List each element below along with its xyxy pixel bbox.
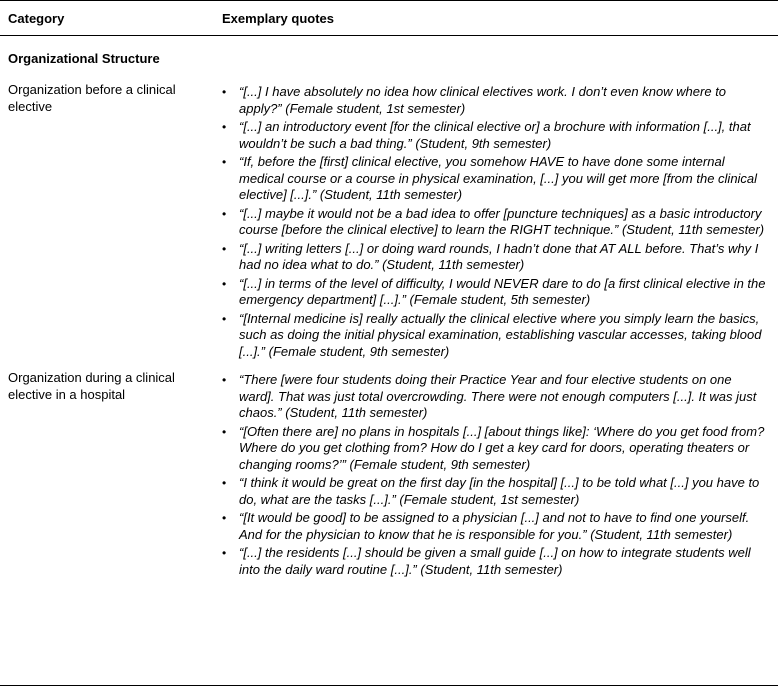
quote-item: • “[It would be good] to be assigned to a physician [...] and not to have to find one yourself. And for the physician to know that he is responsible for you.” (Student, 11th semester) xyxy=(222,510,750,542)
bullet-icon: • xyxy=(222,373,227,387)
table-row xyxy=(0,80,778,362)
quote-item: • “[Internal medicine is] really actually the clinical elective where you simply learn the basics, such as doing the initial physical examination, establishing vascular accesses, taking blood [...].” (Female student, 9th semester) xyxy=(222,310,762,359)
bullet-icon: • xyxy=(222,424,227,439)
row-category: Organization during a clinical elective in a hospital xyxy=(8,370,175,402)
table-row xyxy=(0,368,778,580)
table-header xyxy=(0,1,778,36)
bullet-icon: • xyxy=(222,311,227,326)
quote-list xyxy=(222,84,770,360)
header-quotes: Exemplary quotes xyxy=(222,10,334,26)
quote-item: • “[...] writing letters [...] or doing ward rounds, I hadn’t done that AT ALL before. That’s why I had no idea what to do.” (Student, 11th semester) xyxy=(222,240,759,272)
header-category: Category xyxy=(8,10,65,26)
quote-item: • “[...] an introductory event [for the clinical elective or] a brochure with information [...], that wouldn’t be such a bad thing.” (Student, 9th semester) xyxy=(222,119,751,151)
quote-item: • “If, before the [first] clinical elective, you somehow HAVE to have done some internal medical course or a course in physical examination, [...] you will get more [from the clinical elective] [...].” (Student, 11th semester) xyxy=(222,154,758,202)
bullet-icon: • xyxy=(222,276,227,291)
quote-item: • “There [were four students doing their Practice Year and four elective students on one ward]. That was just total overcrowding. There were not enough computers [...]. It was just chaos.” (Student, 11th semester) xyxy=(222,372,757,420)
quote-item: • “[Often there are] no plans in hospitals [...] [about things like]: ‘Where do you get food from? Where do you get clothing from? How do I get a key card for doors, operating theaters or changing rooms?’” (Female student, 9th semester) xyxy=(222,423,765,472)
bullet-icon: • xyxy=(222,85,227,99)
quote-item: • “I think it would be great on the first day [in the hospital] [...] to be told what [...] you have to do, what are the tasks [...].” (Female student, 1st semester) xyxy=(222,475,760,507)
row-category: Organization before a clinical elective xyxy=(8,82,176,114)
quote-item: • “[...] maybe it would not be a bad idea to offer [puncture techniques] as a basic introductory course [before the clinical elective] to learn the RIGHT technique.” (Student, 11th semester) xyxy=(222,205,765,237)
quote-item: • “[...] I have absolutely no idea how clinical electives work. I don’t even know where to apply?” (Female student, 1st semester) xyxy=(222,84,727,116)
bullet-icon: • xyxy=(222,476,227,490)
quote-item: • “[...] the residents [...] should be given a small guide [...] on how to integrate students well into the daily ward routine [...].” (Student, 11th semester) xyxy=(222,545,751,577)
bullet-icon: • xyxy=(222,546,227,560)
bullet-icon: • xyxy=(222,155,227,169)
quote-item: • “[...] in terms of the level of difficulty, I would NEVER dare to do [a first clinical elective in the emergency department] [...].” (Female student, 5th semester) xyxy=(222,275,766,307)
bullet-icon: • xyxy=(222,241,227,256)
bullet-icon: • xyxy=(222,120,227,134)
section-title: Organizational Structure xyxy=(8,50,160,66)
bullet-icon: • xyxy=(222,206,227,221)
quote-list xyxy=(222,372,770,578)
bullet-icon: • xyxy=(222,511,227,525)
